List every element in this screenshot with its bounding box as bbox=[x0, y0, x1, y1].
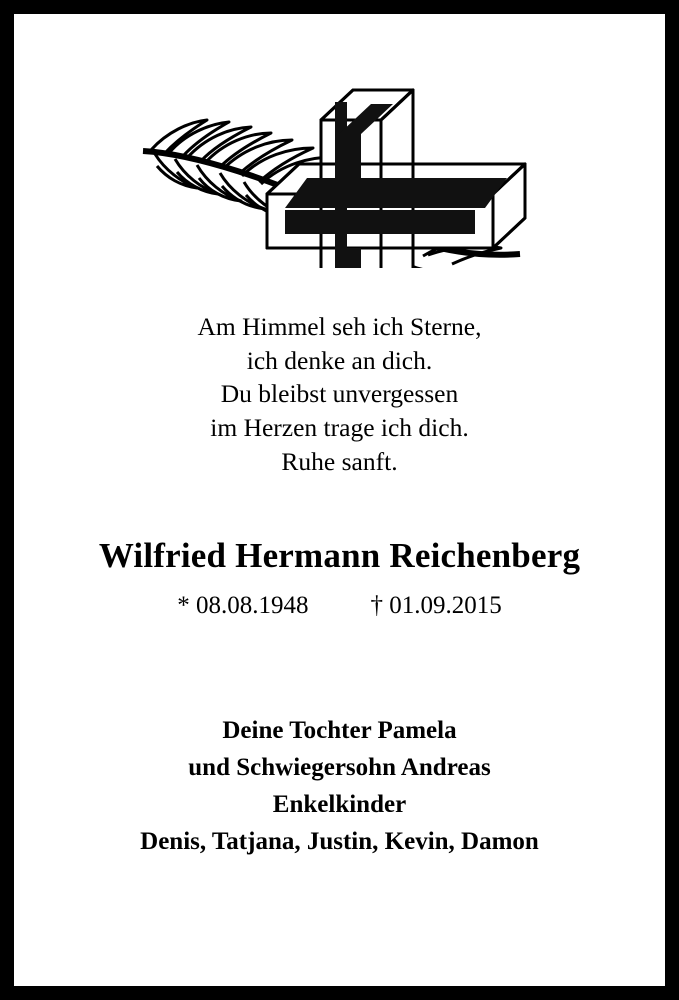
verse-block bbox=[198, 310, 482, 478]
cross-with-palm-frond-icon bbox=[125, 58, 555, 268]
verse-line: Du bleibst unvergessen bbox=[220, 379, 459, 409]
survivor-line: Denis, Tatjana, Justin, Kevin, Damon bbox=[140, 828, 539, 856]
survivor-line: und Schwiegersohn Andreas bbox=[188, 754, 491, 782]
survivors-block bbox=[140, 712, 539, 860]
obituary-inner-panel bbox=[14, 14, 665, 986]
verse-line: Ruhe sanft. bbox=[281, 446, 398, 476]
deceased-name: Wilfried Hermann Reichenberg bbox=[98, 536, 581, 576]
survivor-line: Enkelkinder bbox=[272, 791, 407, 819]
survivor-line: Deine Tochter Pamela bbox=[222, 717, 457, 745]
verse-line: Am Himmel seh ich Sterne, bbox=[197, 312, 482, 341]
life-dates bbox=[177, 592, 502, 620]
birth-date: * 08.08.1948 bbox=[177, 592, 309, 620]
verse-line: ich denke an dich. bbox=[246, 345, 433, 375]
verse-line: im Herzen trage ich dich. bbox=[210, 412, 469, 442]
death-date: † 01.09.2015 bbox=[370, 592, 502, 620]
